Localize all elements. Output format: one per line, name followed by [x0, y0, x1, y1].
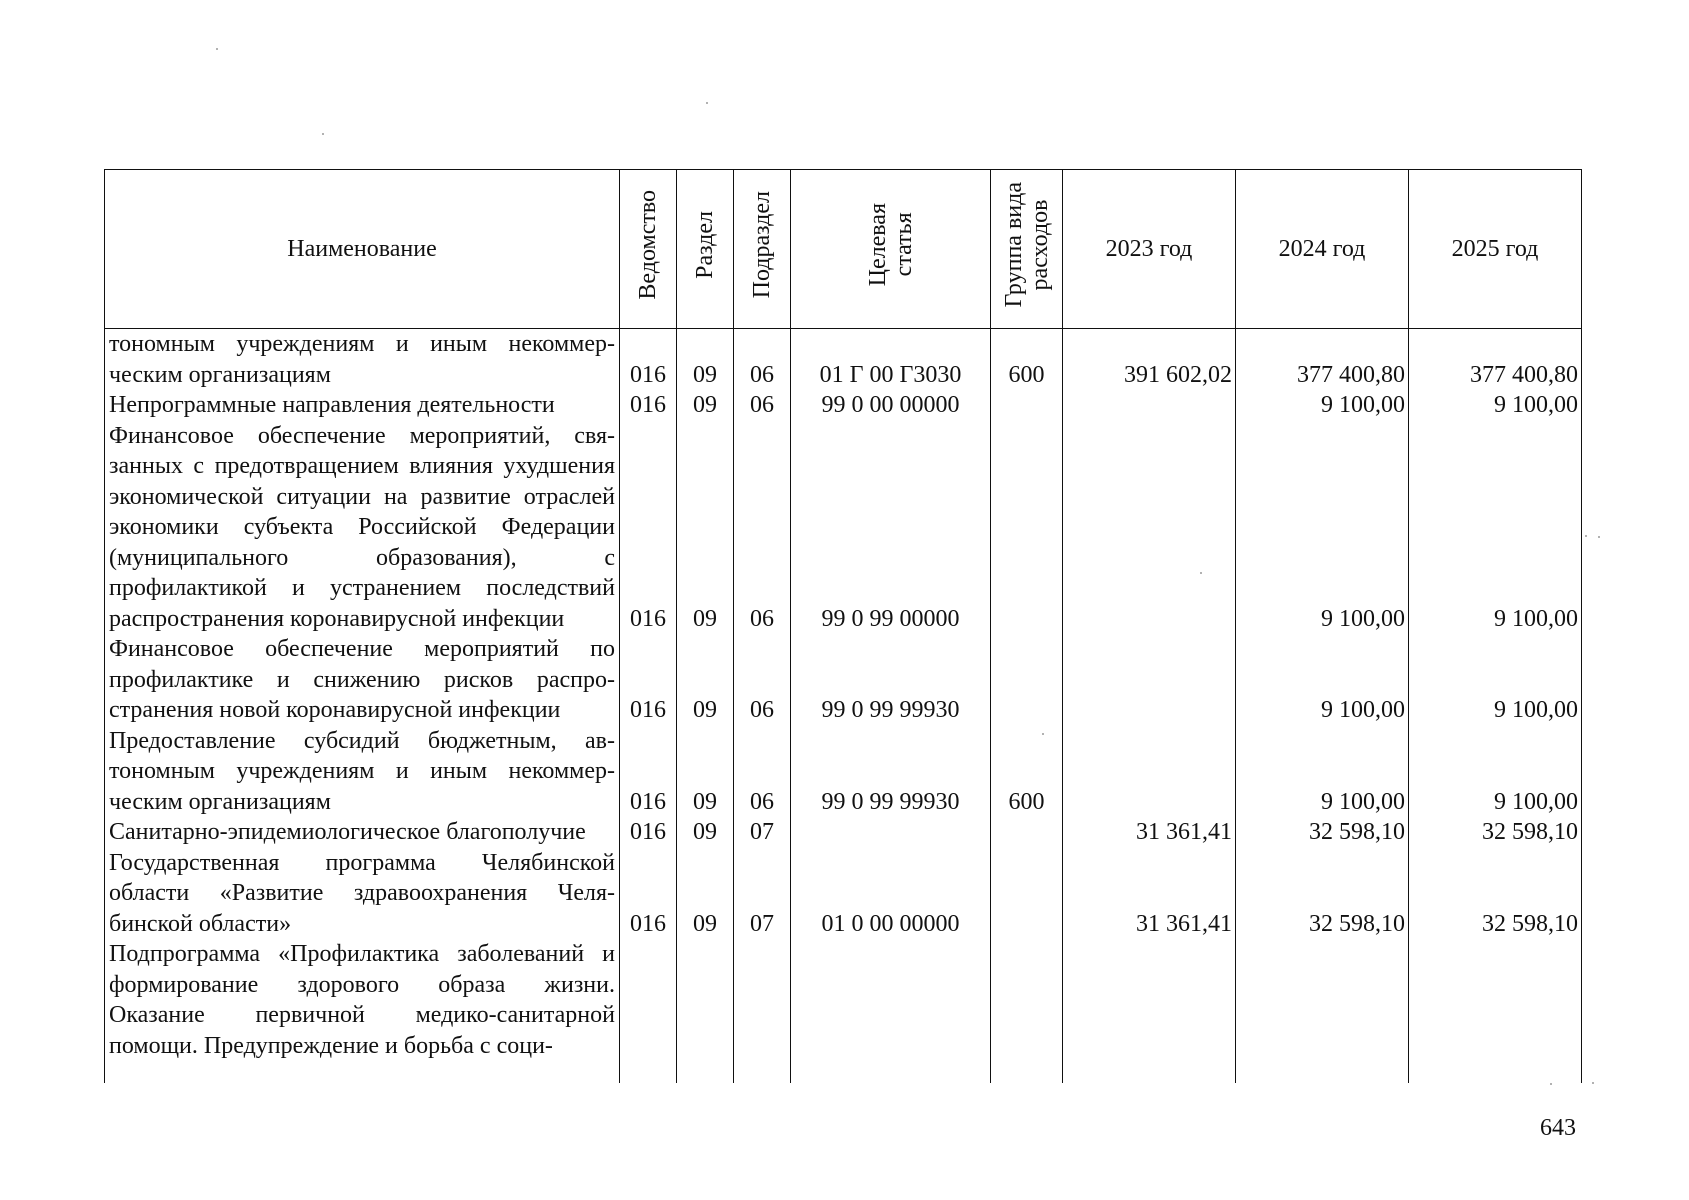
row-2025: 32 598,10 — [1409, 817, 1582, 848]
row-2023 — [1063, 634, 1236, 726]
row-vedomstvo: 016 — [620, 329, 677, 391]
row-podrazdel: 06 — [734, 329, 791, 391]
header-razdel: Раздел — [677, 170, 734, 329]
row-2025: 9 100,00 — [1409, 726, 1582, 818]
scan-speck — [706, 102, 708, 104]
row-2024: 9 100,00 — [1236, 726, 1409, 818]
table-row — [105, 726, 1582, 818]
table-header — [105, 170, 1582, 329]
scan-speck — [1585, 535, 1587, 537]
row-name: Непрограммные направления деятельности — [105, 390, 620, 421]
row-2023 — [1063, 939, 1236, 1083]
header-vedomstvo: Ведомство — [620, 170, 677, 329]
row-razdel: 09 — [677, 390, 734, 421]
row-razdel: 09 — [677, 817, 734, 848]
row-2023: 391 602,02 — [1063, 329, 1236, 391]
row-2023: 31 361,41 — [1063, 848, 1236, 940]
row-name: Финансовое обеспечение мероприятий, связанных с предотвращением влияния ухудшения экономической ситуации на развитие отраслей экономики субъекта Российской Федерации (муниципального образования), с профилактикой и устранением последствий распространения коронавирусной инфекции — [105, 421, 620, 635]
row-vedomstvo: 016 — [620, 421, 677, 635]
page-number: 643 — [1540, 1115, 1576, 1141]
row-vedomstvo: 016 — [620, 634, 677, 726]
scan-speck — [1598, 536, 1600, 538]
header-2023: 2023 год — [1063, 170, 1236, 329]
row-name: Санитарно-эпидемиологическое благополучие — [105, 817, 620, 848]
row-podrazdel — [734, 939, 791, 1083]
row-razdel: 09 — [677, 848, 734, 940]
row-2024 — [1236, 939, 1409, 1083]
header-2025: 2025 год — [1409, 170, 1582, 329]
row-razdel: 09 — [677, 634, 734, 726]
row-vedomstvo: 016 — [620, 390, 677, 421]
scan-speck — [1550, 1083, 1552, 1085]
row-2024: 9 100,00 — [1236, 421, 1409, 635]
scan-speck — [322, 133, 324, 135]
row-2023 — [1063, 421, 1236, 635]
row-celevaya-statya: 99 0 99 99930 — [791, 726, 991, 818]
row-2025: 32 598,10 — [1409, 848, 1582, 940]
row-podrazdel: 06 — [734, 726, 791, 818]
row-name: Подпрограмма «Профилактика заболеваний и формирование здорового образа жизни. Оказание первичной медико-санитарной помощи. Предупреждение и борьба с соци- — [105, 939, 620, 1083]
row-vedomstvo: 016 — [620, 817, 677, 848]
table-row — [105, 817, 1582, 848]
row-podrazdel: 06 — [734, 634, 791, 726]
header-name: Наименование — [105, 170, 620, 329]
header-gruppa-vida-rashodov: Группа вида расходов — [991, 170, 1063, 329]
table-row — [105, 939, 1582, 1083]
row-2024: 9 100,00 — [1236, 634, 1409, 726]
row-podrazdel: 07 — [734, 817, 791, 848]
row-vedomstvo — [620, 939, 677, 1083]
row-gruppa: 600 — [991, 329, 1063, 391]
row-celevaya-statya: 01 0 00 00000 — [791, 848, 991, 940]
header-podrazdel: Подраздел — [734, 170, 791, 329]
row-podrazdel: 06 — [734, 421, 791, 635]
row-podrazdel: 07 — [734, 848, 791, 940]
row-name: Государственная программа Челябинской области «Развитие здравоохранения Челябинской области» — [105, 848, 620, 940]
header-2024: 2024 год — [1236, 170, 1409, 329]
table-row — [105, 390, 1582, 421]
table-row — [105, 329, 1582, 391]
row-name: тономным учреждениям и иным некоммерческим организациям — [105, 329, 620, 391]
row-razdel — [677, 939, 734, 1083]
row-celevaya-statya: 99 0 99 00000 — [791, 421, 991, 635]
row-2025 — [1409, 939, 1582, 1083]
table-row — [105, 634, 1582, 726]
scan-speck — [216, 48, 218, 50]
row-2024: 377 400,80 — [1236, 329, 1409, 391]
row-2025: 9 100,00 — [1409, 634, 1582, 726]
row-gruppa — [991, 390, 1063, 421]
row-2024: 32 598,10 — [1236, 817, 1409, 848]
row-gruppa — [991, 634, 1063, 726]
row-podrazdel: 06 — [734, 390, 791, 421]
row-razdel: 09 — [677, 329, 734, 391]
row-2024: 32 598,10 — [1236, 848, 1409, 940]
table-row — [105, 421, 1582, 635]
row-name: Предоставление субсидий бюджетным, автономным учреждениям и иным некоммерческим организациям — [105, 726, 620, 818]
row-2023 — [1063, 726, 1236, 818]
row-vedomstvo: 016 — [620, 726, 677, 818]
row-2023 — [1063, 390, 1236, 421]
row-razdel: 09 — [677, 726, 734, 818]
row-gruppa — [991, 848, 1063, 940]
row-celevaya-statya — [791, 939, 991, 1083]
row-celevaya-statya: 99 0 00 00000 — [791, 390, 991, 421]
row-2025: 9 100,00 — [1409, 421, 1582, 635]
budget-table — [104, 169, 1582, 1083]
table-row — [105, 848, 1582, 940]
row-2023: 31 361,41 — [1063, 817, 1236, 848]
table-body — [105, 329, 1582, 1084]
row-celevaya-statya: 99 0 99 99930 — [791, 634, 991, 726]
row-vedomstvo: 016 — [620, 848, 677, 940]
row-name: Финансовое обеспечение мероприятий по профилактике и снижению рисков распространения новой коронавирусной инфекции — [105, 634, 620, 726]
scan-speck — [1592, 1082, 1594, 1084]
row-2024: 9 100,00 — [1236, 390, 1409, 421]
row-2025: 9 100,00 — [1409, 390, 1582, 421]
row-celevaya-statya: 01 Г 00 Г3030 — [791, 329, 991, 391]
row-2025: 377 400,80 — [1409, 329, 1582, 391]
row-gruppa — [991, 939, 1063, 1083]
row-gruppa — [991, 421, 1063, 635]
row-gruppa: 600 — [991, 726, 1063, 818]
row-gruppa — [991, 817, 1063, 848]
header-celevaya-statya: Целевая статья — [791, 170, 991, 329]
row-razdel: 09 — [677, 421, 734, 635]
row-celevaya-statya — [791, 817, 991, 848]
